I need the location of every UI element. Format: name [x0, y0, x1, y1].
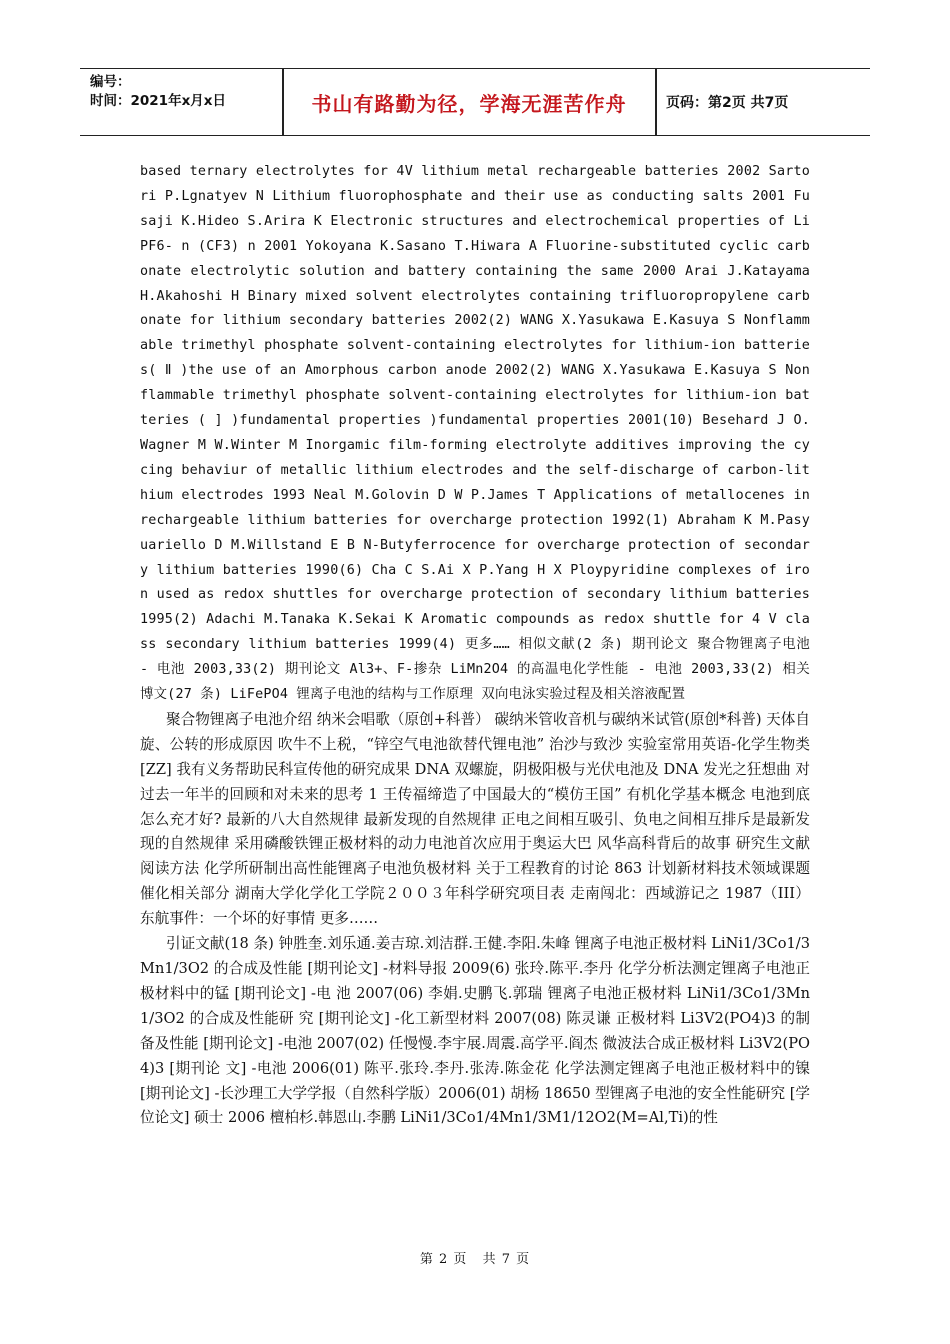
page-footer	[0, 1248, 950, 1267]
footer-page-current: 第 2 页	[419, 1252, 468, 1267]
header-meta	[90, 73, 280, 111]
header-motto: 书山有路勤为径，学海无涯苦作舟	[311, 91, 627, 116]
citation-paragraph: 引证文献(18 条) 钟胜奎.刘乐通.姜吉琼.刘洁群.王健.李阳.朱峰 锂离子电池正极材料 LiNi1/3Co1/3Mn1/3O2 的合成及性能 [期刊论文] -材料导报 2009(6) 张玲.陈平.李丹 化学分析法测定锂离子电池正极材料中的锰 [期刊论文] -电 池 2007(06) 李娟.史鹏飞.郭瑞 锂离子电池正极材料 LiNi1/3Co1/3Mn1/3O2 的合成及性能研 究 [期刊论文] -化工新型材料 2007(08) 陈灵谦 正极材料 Li3V2(PO4)3 的制备及性能 [期刊论文] -电池 2007(02) 任慢慢.李宇展.周震.高学平.阎杰 微波法合成正极材料 Li3V2(PO4)3 [期刊论 文] -电池 2006(01) 陈平.张玲.李丹.张涛.陈金花 化学法测定锂离子电池正极材料中的镍 [期刊论文] -长沙理工大学学报（自然科学版）2006(01) 胡杨 18650 型锂离子电池的安全性能研究 [学位论文] 硕士 2006 檀柏杉.韩恩山.李鹏 LiNi1/3Co1/4Mn1/3M1/12O2(M=Al,Ti)的性	[140, 935, 810, 1127]
footer-page-total: 共 7 页	[482, 1252, 531, 1267]
header-page-info: 页码：第2页 共7页	[666, 95, 789, 111]
document-date: 时间：2021年x月x日	[90, 93, 226, 109]
reference-paragraph: based ternary electrolytes for 4V lithium metal rechargeable batteries 2002 Sartori P.Lgnatyev N Lithium fluorophosphate and their use as conducting salts 2001 Fusaji K.Hideo S.Arira K Electronic structures and electrochemical properties of LiPF6- n (CF3) n 2001 Yokoyana K.Sasano T.Hiwara A Fluorine-substituted cyclic carbonate electrolytic solution and battery containing the same 2000 Arai J.Katayama H.Akahoshi H Binary mixed solvent electrolytes containing trifluoropropylene carbonate for lithium secondary batteries 2002(2) WANG X.Yasukawa E.Kasuya S Nonflammable trimethyl phosphate solvent-containing electrolytes for lithium-ion batteries( Ⅱ )the use of an Amorphous carbon anode 2002(2) WANG X.Yasukawa E.Kasuya S Nonflammable trimethyl phosphate solvent-containing electrolytes for lithium-ion batteries ( ] )fundamental properties )fundamental properties 2001(10) Besehard J O.Wagner M W.Winter M Inorgamic film-forming electrolyte additives improving the cycing behaviur of metallic lithium electrodes and the self-discharge of carbon-lithium electrodes 1993 Neal M.Golovin D W P.James T Applications of metallocenes in rechargeable lithium batteries for overcharge protection 1992(1) Abraham K M.Pasyuariello D M.Willstand E B N-Butyferrocence for overcharge protection of secondary lithium batteries 1990(6) Cha C S.Ai X P.Yang H X Ploypyridine complexes of iron used as redox shuttles for overcharge protection of secondary lithium batteries 1995(2) Adachi M.Tanaka K.Sekai K Aromatic compounds as redox shuttle for 4 V class secondary lithium batteries 1999(4) 更多…… 相似文献(2 条) 期刊论文 聚合物锂离子电池 - 电池 2003,33(2) 期刊论文 Al3+、F-掺杂 LiMn2O4 的高温电化学性能 - 电池 2003,33(2) 相关博文(27 条) LiFePO4 锂离子电池的结构与工作原理 双向电泳实验过程及相关溶液配置	[140, 164, 810, 703]
header-divider	[655, 69, 657, 135]
document-number-label: 编号：	[90, 74, 131, 90]
document-body	[140, 160, 810, 1131]
related-blog-paragraph: 聚合物锂离子电池介绍 纳米会唱歌（原创+科普） 碳纳米管收音机与碳纳米试管(原创*科普) 天体自旋、公转的形成原因 吹牛不上税，“锌空气电池欲替代锂电池” 治沙与致沙 实验室常用英语-化学生物类[ZZ] 我有义务帮助民科宣传他的研究成果 DNA 双螺旋，阴极阳极与光伏电池及 DNA 发光之狂想曲 对过去一年半的回顾和对未来的思考 1 王传福缔造了中国最大的“模仿王国” 有机化学基本概念 电池到底怎么充才好? 最新的八大自然规律 最新发现的自然规律 正电之间相互吸引、负电之间相互排斥是最新发现的自然规律 采用磷酸铁锂正极材料的动力电池首次应用于奥运大巴 风华高科背后的故事 研究生文献阅读方法 化学所研制出高性能锂离子电池负极材料 关于工程教育的讨论 863 计划新材料技术领域课题催化相关部分 湖南大学化学化工学院２００３年科学研究项目表 走南闯北：西域游记之 1987（III） 东航事件：一个坏的好事情 更多……	[140, 710, 810, 928]
page-header	[80, 68, 870, 136]
